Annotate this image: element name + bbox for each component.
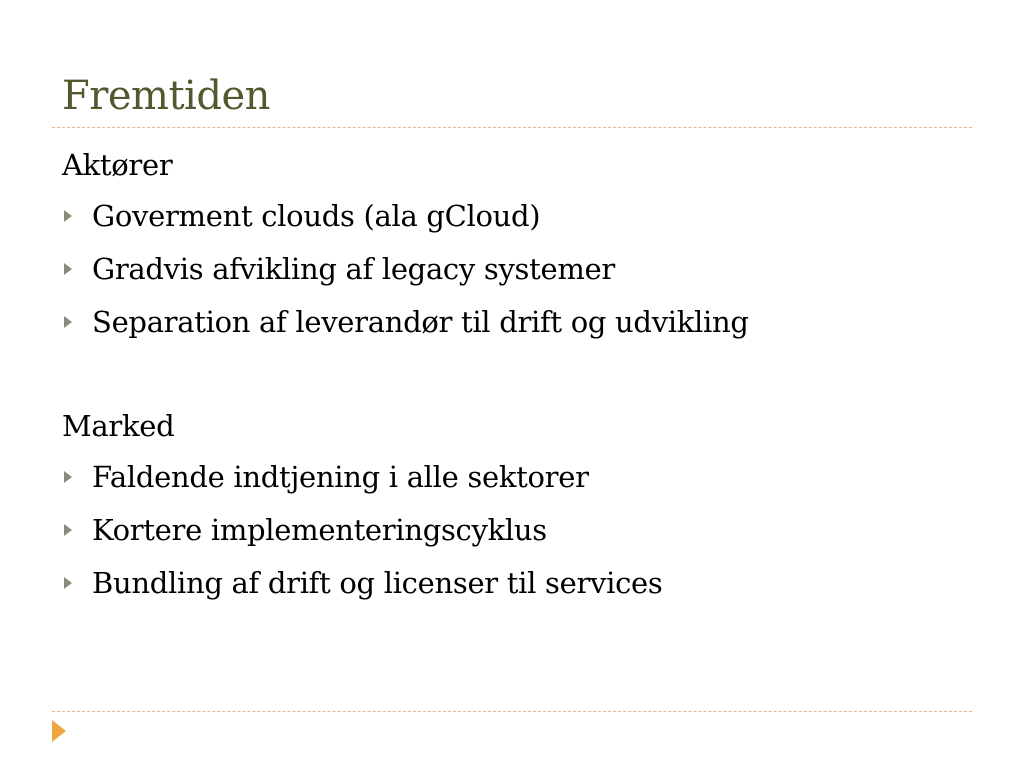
bullet-text: Bundling af drift og licenser til services [92, 566, 663, 600]
bullet-text: Kortere implementeringscyklus [92, 513, 547, 547]
triangle-bullet-icon [64, 210, 72, 222]
bullet-item [62, 504, 962, 557]
section-marked [62, 401, 962, 610]
section-heading: Aktører [62, 148, 173, 182]
triangle-bullet-icon [64, 524, 72, 536]
title-divider [52, 127, 972, 128]
bullet-item [62, 557, 962, 610]
slide-title: Fremtiden [62, 73, 270, 119]
section-aktorer [62, 140, 962, 349]
bullet-text: Separation af leverandør til drift og udvikling [92, 305, 749, 339]
bullet-item [62, 451, 962, 504]
section-spacer [62, 349, 962, 401]
triangle-bullet-icon [64, 577, 72, 589]
section-heading: Marked [62, 409, 175, 443]
triangle-bullet-icon [64, 263, 72, 275]
bullet-item [62, 190, 962, 243]
triangle-bullet-icon [64, 471, 72, 483]
bullet-text: Goverment clouds (ala gCloud) [92, 199, 541, 233]
triangle-bullet-icon [64, 316, 72, 328]
bullet-text: Gradvis afvikling af legacy systemer [92, 252, 615, 286]
orange-triangle-icon [52, 720, 66, 742]
bullet-item [62, 296, 962, 349]
bullet-text: Faldende indtjening i alle sektorer [92, 460, 589, 494]
slide-content [62, 140, 962, 610]
footer-divider [52, 711, 972, 712]
bullet-item [62, 243, 962, 296]
